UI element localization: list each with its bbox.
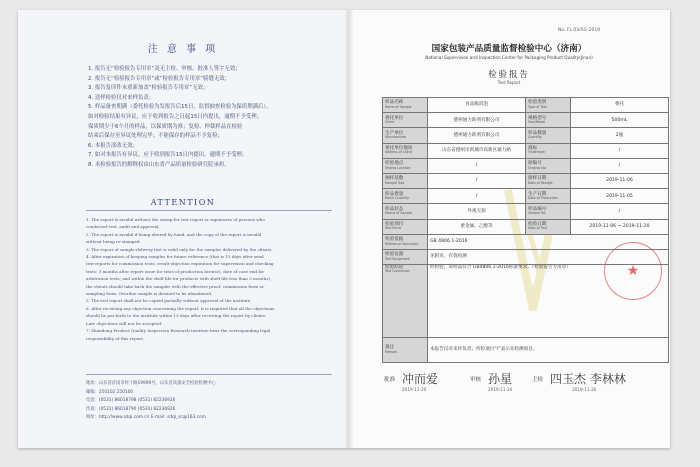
- field-label-en: Test Conclusion: [385, 269, 410, 274]
- report-number: No. FL.03/SG-2019: [558, 28, 601, 33]
- signature-date: 2019-11-20: [402, 387, 427, 392]
- field-label-en: Sample No.: [528, 211, 547, 216]
- field-label-en: Client: [385, 120, 395, 125]
- field-label: 规格型号: [528, 115, 547, 121]
- field-label-en: Status of Sample: [385, 211, 413, 216]
- cn-note-line: 7. 如对本报告有异议，应于收到报告15日内提出，逾期不予受理；: [88, 152, 248, 159]
- report-name-en: Test Report: [497, 80, 521, 85]
- cn-note-line: 1. 报告无“检验报告专用章”及无主检、审核、批准人签字无效；: [88, 66, 241, 72]
- en-note-line: 3. The report of sample-delivery test is valid only for the samples delivered by the clients.: [86, 246, 273, 252]
- field-label-en: Address of Client: [385, 150, 413, 155]
- field-label-en: Manufacturer: [385, 135, 407, 140]
- table-row: [383, 204, 669, 219]
- table-row: [383, 219, 669, 234]
- report-table: [382, 97, 669, 363]
- en-note-line: conducted test, audit and approval.: [86, 224, 160, 230]
- report-booklet: [18, 10, 670, 448]
- field-value: 2019-11-05: [571, 189, 669, 204]
- field-label: 委托单位地址: [385, 146, 413, 152]
- field-label-en: Type of Test: [528, 104, 547, 109]
- field-value: 食品级消泡: [428, 98, 526, 113]
- signature-label: 主检: [532, 377, 544, 383]
- table-row: [383, 189, 669, 204]
- field-label: 检验结论: [385, 265, 404, 271]
- en-note-line: 5. The test report shall not be copied partially without approval of the institute.: [86, 298, 252, 304]
- field-value: /: [571, 204, 669, 219]
- divider: [86, 374, 332, 375]
- field-label: 抽样基数: [385, 176, 404, 182]
- field-label-en: Testing Location: [385, 165, 411, 170]
- field-value: 山东省德州市禹城市高新区通力路: [428, 143, 526, 158]
- field-label: 生产日期: [528, 191, 547, 197]
- field-label: 生产单位: [385, 130, 404, 136]
- field-label-en: Batch Quantity: [385, 196, 409, 201]
- field-value: 外观无损: [428, 204, 526, 219]
- address-line: 网址：http://www.sdqi.com.cn E-mail: sdqi_sc@163.com: [86, 415, 206, 421]
- cn-note-line: 6. 本报告涂改无效；: [88, 142, 138, 149]
- divider: [86, 210, 332, 211]
- signature-name: 孙星: [488, 372, 513, 386]
- field-value: 2019-11-06: [571, 173, 669, 188]
- en-note-line: 7. Shandong Product Quality Inspection Research Institute bear the corresponding legal: [86, 328, 271, 334]
- field-label: 接样日期: [528, 176, 547, 182]
- field-value: 2019-11-06 ~ 2019-11-20: [571, 219, 669, 234]
- field-value: /: [428, 173, 526, 188]
- address-line: 电话：(0531) 86018798 (0531) 82236926: [86, 398, 176, 404]
- table-row: [383, 98, 669, 113]
- en-note-line: 4. After expiration of keeping samples for future reference (that is 15 days after send: [86, 254, 264, 260]
- notes-title: 注 意 事 项: [147, 44, 219, 55]
- contact-address: [86, 380, 332, 423]
- signature-name: 四玉杰 李林林: [550, 372, 626, 386]
- field-value: 500mL: [571, 113, 669, 128]
- signature-label: 批准: [384, 377, 396, 383]
- field-value: /: [428, 158, 526, 173]
- page-fold: [348, 10, 354, 448]
- field-label-en: Quantity: [528, 135, 542, 140]
- field-label: 商标: [528, 146, 538, 152]
- notes-page: [18, 10, 348, 448]
- attention-title: ATTENTION: [150, 198, 216, 207]
- field-label: 检验类别: [528, 100, 547, 106]
- field-value: 2瓶: [571, 128, 669, 143]
- en-note-line: the clients should take back the samples with the effective proof, commission form or: [86, 283, 264, 289]
- report-page: [348, 10, 670, 448]
- signature-date: 2019-11-20: [488, 387, 513, 392]
- field-label-en: Size/Model: [528, 120, 546, 125]
- chinese-notes: [88, 65, 328, 171]
- address-line: 地址：山东省济南市经十路19999号，山东省质量安全检验检测中心: [86, 381, 216, 386]
- field-value: 见附页、有效检测: [428, 249, 669, 264]
- en-note-line: Late objections will not be accepted.: [86, 320, 163, 326]
- en-note-line: tests; 3 months after report issue for tests of production license), date of case end for: [86, 268, 265, 274]
- field-label-en: Trademark: [528, 150, 545, 155]
- en-note-line: without being re-stamped.: [86, 239, 141, 245]
- field-label: 样品批量: [385, 191, 404, 197]
- field-value: 委托: [571, 98, 669, 113]
- field-label: 样品状态: [385, 206, 404, 212]
- field-value: /: [571, 143, 669, 158]
- address-line: 传真：(0531) 86018790 (0531) 82236926: [86, 406, 176, 412]
- en-note-line: arbitration tests; and within the shelf life for products with shelf life less than 3 months),: [86, 276, 272, 282]
- field-label-en: Name of Sample: [385, 104, 412, 109]
- signature-name: 冲而爱: [402, 372, 439, 386]
- field-label: 检验日期: [528, 221, 547, 227]
- signature-block: [382, 370, 644, 400]
- cn-note-line: 5. 样品备查期满（委托检验为发报告后15日、监督抽查检验为保质期满后），: [88, 104, 272, 111]
- field-label-en: Remark: [385, 349, 398, 354]
- field-label: 检验依据: [385, 237, 404, 243]
- cn-note-line: 结束后保存至异议处理完毕；不能保存的样品不予复检；: [88, 133, 223, 140]
- table-row: [383, 143, 669, 158]
- table-row: [383, 173, 669, 188]
- field-label: 样品数量: [528, 130, 547, 136]
- center-title: 国家包装产品质量监督检验中心（济南）: [431, 44, 587, 54]
- report-name: 检验报告: [488, 69, 530, 79]
- field-label: 样品编号: [528, 206, 547, 212]
- field-value: 德州通力助剂有限公司: [428, 128, 526, 143]
- en-note-line: 6. After receiving any objection concerning the report, it is required that all the objections: [86, 305, 275, 311]
- cn-note-line: 3. 报告复印件未重新加盖“检验报告专用章”无效；: [88, 85, 209, 92]
- cn-note-line: 8. 本检验报告的解释权由山东省产品质量检验研究院承担。: [88, 161, 230, 168]
- field-label-en: Date of Receipt: [528, 180, 553, 185]
- field-label-en: Test Items: [385, 226, 402, 231]
- en-note-line: sampling form. Overdue sample is deemed to be abandoned.: [86, 291, 213, 297]
- en-note-line: responsibility of this report.: [86, 335, 145, 341]
- field-value: /: [571, 158, 669, 173]
- cn-note-line: 如对检验结果有异议，应于收到报告之日起15日内提出，逾期不予受理；: [88, 113, 262, 120]
- signature-date: 2019-11-20: [572, 387, 597, 392]
- table-row: [383, 338, 669, 363]
- field-label: 委托单位: [385, 115, 404, 121]
- table-row: [383, 128, 669, 143]
- field-label-en: Date of Test: [528, 226, 547, 231]
- table-row: [383, 113, 669, 128]
- english-notes: [86, 216, 332, 342]
- field-label-en: Test Equipment: [385, 256, 410, 261]
- cn-note-line: 保质期少于6个月的样品，以保质期为准；复检、仲裁样品在检验: [88, 123, 243, 130]
- field-label-en: Reference Document: [385, 241, 419, 246]
- field-label-en: Date of Production: [528, 196, 558, 201]
- field-label: 检验仪器: [385, 252, 404, 258]
- en-note-line: 2. The report is invalid if being altered by hand, and the copy of the report is invalid: [86, 231, 262, 237]
- field-label: 检验项目: [385, 221, 404, 227]
- cn-note-line: 2. 报告无“检验报告专用章”或“检验报告专用章”骑缝无效；: [88, 75, 231, 82]
- field-label: 检验地点: [385, 161, 404, 167]
- en-note-line: test-reports for commission tests; result-objection expiration for supervision and checking: [86, 261, 274, 267]
- field-value: /: [428, 189, 526, 204]
- address-line: 邮编：250102 250100: [86, 389, 134, 395]
- field-label: 原编号: [528, 161, 542, 167]
- field-label-en: Sample Size: [385, 180, 405, 185]
- field-label: 备注: [385, 345, 395, 351]
- field-value: 德州通力助剂有限公司: [428, 113, 526, 128]
- field-label: 样品名称: [385, 100, 404, 106]
- remark-text: 本报告仅对来样负责；所检项目“/”表示未检测项目。: [428, 338, 669, 363]
- en-note-line: should be put forth to the institute within 15 days after receiving the report by clients.: [86, 313, 267, 319]
- field-value: 重金属、乙醇等: [428, 219, 526, 234]
- cn-note-line: 4. 送样检验仅对来样负责；: [88, 94, 155, 101]
- field-label-en: Original No.: [528, 165, 547, 170]
- field-value: GB 4806.1-2016: [428, 234, 669, 249]
- conclusion-text: 经检验，该样品符合 GB4806.1-2016标准要求。（检验报告专用章）: [428, 265, 669, 338]
- table-row: [383, 158, 669, 173]
- official-seal-stamp: ★: [604, 242, 662, 300]
- en-note-line: 1. The report is invalid without the stamp for test report or signatures of persons who: [86, 217, 265, 222]
- signature-label: 审核: [470, 377, 482, 383]
- center-subtitle: National Supervision and Inspection Center for Packaging Product Quality(Jinan): [425, 55, 593, 60]
